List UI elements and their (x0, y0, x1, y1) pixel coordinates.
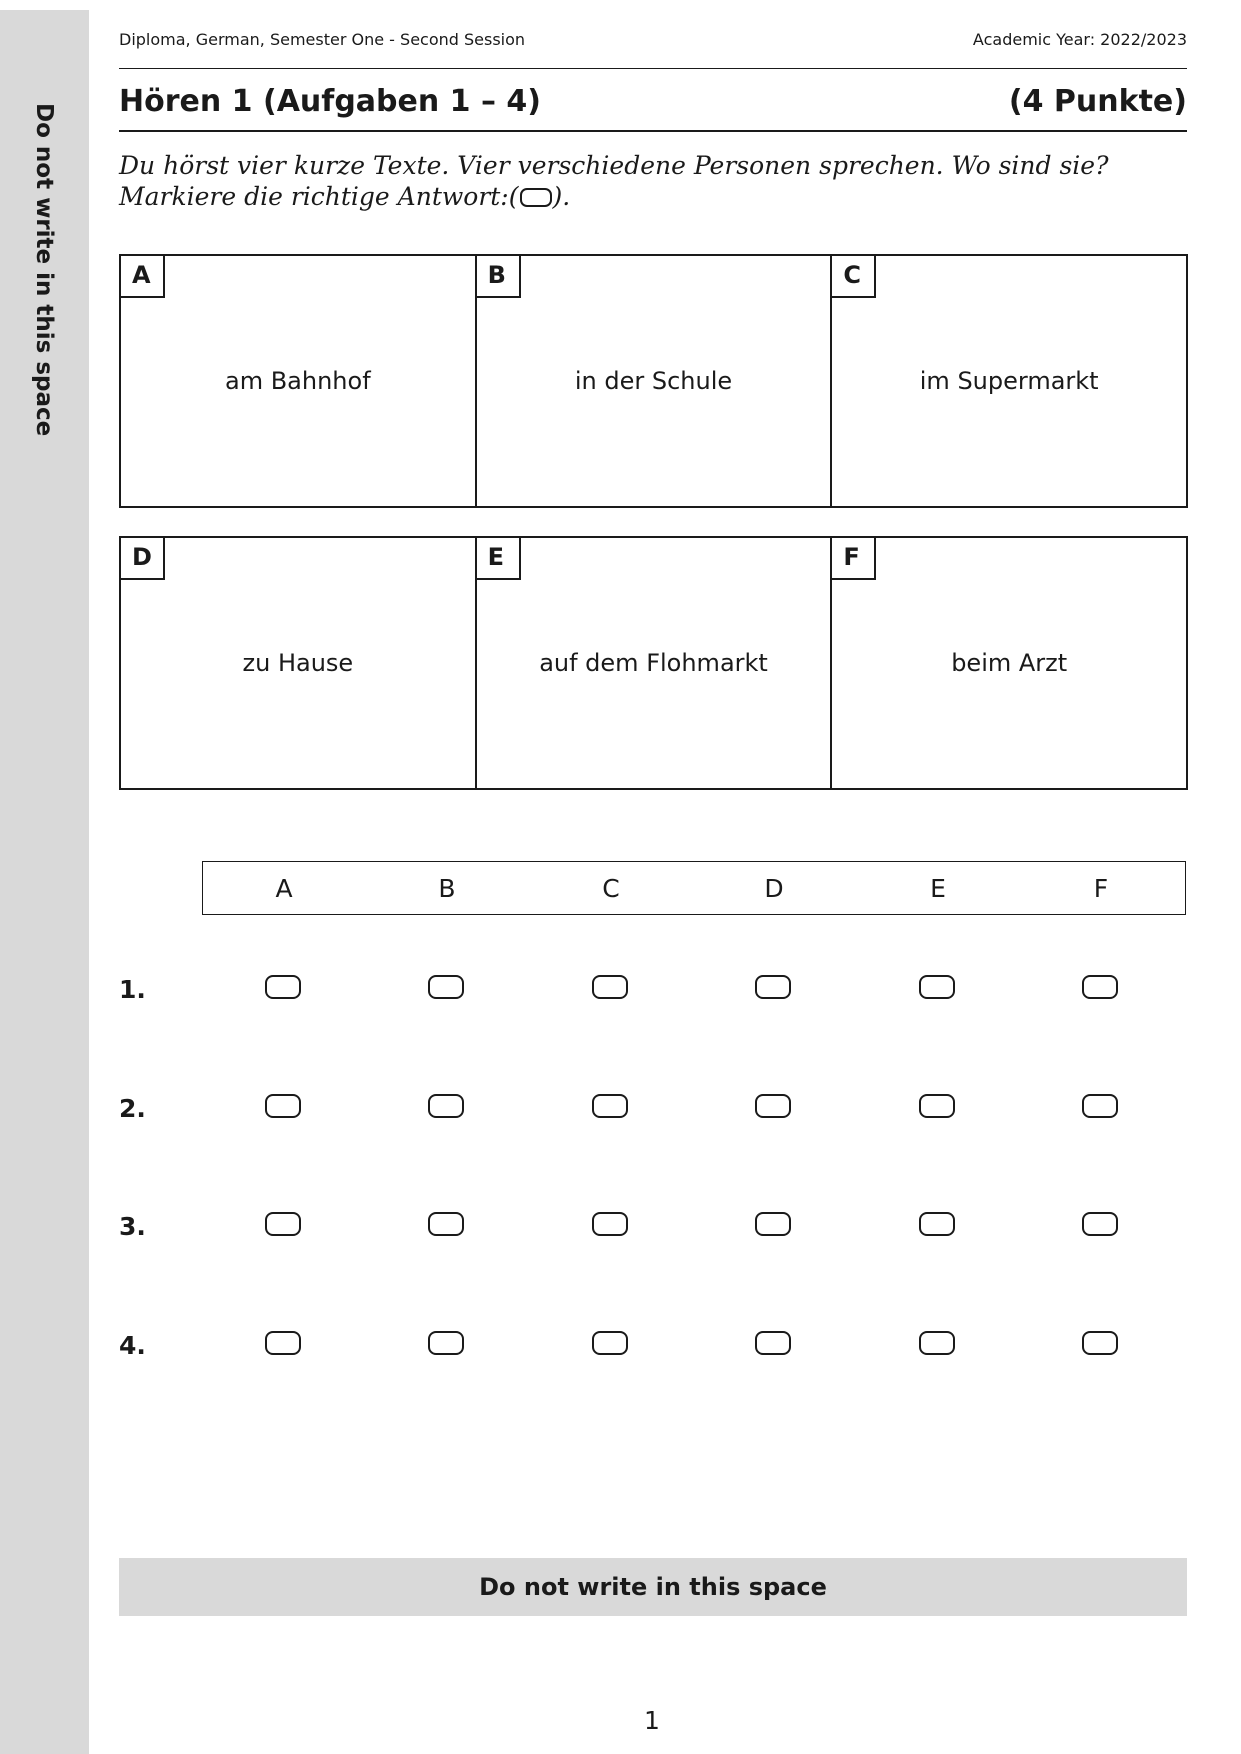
grid-column-f: F (1093, 874, 1109, 903)
instructions-line-2 (119, 181, 1179, 212)
option-box-c (830, 254, 1188, 508)
page-number: 1 (644, 1706, 660, 1735)
option-box-d (119, 536, 477, 790)
header-academic-year: Academic Year: 2022/2023 (972, 30, 1187, 49)
question-row-2 (119, 1088, 1187, 1128)
answer-bubble-1-d[interactable] (755, 975, 791, 999)
question-number: 1. (119, 975, 146, 1004)
answer-bubble-2-a[interactable] (265, 1094, 301, 1118)
footer-notice: Do not write in this space (479, 1573, 827, 1601)
question-row-1 (119, 969, 1187, 1009)
option-letter: E (475, 536, 521, 580)
answer-bubble-4-b[interactable] (428, 1331, 464, 1355)
answer-bubble-1-a[interactable] (265, 975, 301, 999)
option-letter: F (830, 536, 876, 580)
answer-bubble-1-e[interactable] (919, 975, 955, 999)
option-text: in der Schule (574, 367, 733, 395)
options-row-2 (119, 536, 1188, 790)
answer-bubble-4-f[interactable] (1082, 1331, 1118, 1355)
answer-bubble-2-c[interactable] (592, 1094, 628, 1118)
answer-bubble-3-f[interactable] (1082, 1212, 1118, 1236)
question-row-4 (119, 1325, 1187, 1365)
answer-bubble-3-b[interactable] (428, 1212, 464, 1236)
side-margin-label: Do not write in this space (31, 103, 57, 437)
answer-bubble-3-e[interactable] (919, 1212, 955, 1236)
instructions-line-2-suffix: ). (552, 182, 571, 211)
option-text: im Supermarkt (919, 367, 1099, 395)
answer-bubble-4-d[interactable] (755, 1331, 791, 1355)
option-letter: C (830, 254, 876, 298)
answer-bubble-2-e[interactable] (919, 1094, 955, 1118)
grid-column-b: B (438, 874, 456, 903)
answer-bubble-3-c[interactable] (592, 1212, 628, 1236)
question-number: 2. (119, 1094, 146, 1123)
option-text: auf dem Flohmarkt (539, 649, 768, 677)
instructions (119, 150, 1179, 212)
answer-bubble-1-b[interactable] (428, 975, 464, 999)
answer-bubble-2-b[interactable] (428, 1094, 464, 1118)
option-text: zu Hause (242, 649, 354, 677)
options-row-1 (119, 254, 1188, 508)
answer-bubble-3-d[interactable] (755, 1212, 791, 1236)
question-row-3 (119, 1206, 1187, 1246)
instructions-line-1: Du hörst vier kurze Texte. Vier verschiedene Personen sprechen. Wo sind sie? (119, 151, 1109, 180)
section-points: (4 Punkte) (1008, 84, 1187, 119)
option-letter: A (119, 254, 165, 298)
answer-bubble-2-d[interactable] (755, 1094, 791, 1118)
grid-column-d: D (764, 874, 784, 903)
answer-bubble-4-e[interactable] (919, 1331, 955, 1355)
answer-bubble-icon (520, 188, 552, 207)
header-course: Diploma, German, Semester One - Second Session (119, 30, 526, 49)
grid-column-c: C (602, 874, 620, 903)
option-box-f (830, 536, 1188, 790)
option-text: beim Arzt (951, 649, 1068, 677)
instructions-line-2-prefix: Markiere die richtige Antwort:( (119, 182, 519, 211)
option-box-e (475, 536, 833, 790)
answer-bubble-1-f[interactable] (1082, 975, 1118, 999)
side-margin-strip (0, 10, 89, 1754)
title-divider (119, 130, 1187, 132)
question-number: 4. (119, 1331, 146, 1360)
answer-bubble-4-c[interactable] (592, 1331, 628, 1355)
option-text: am Bahnhof (225, 367, 371, 395)
grid-column-e: E (930, 874, 946, 903)
section-title: Hören 1 (Aufgaben 1 – 4) (119, 84, 542, 119)
footer-notice-bar (119, 1558, 1187, 1616)
grid-column-a: A (275, 874, 293, 903)
header-divider (119, 68, 1187, 69)
answer-bubble-2-f[interactable] (1082, 1094, 1118, 1118)
question-number: 3. (119, 1212, 146, 1241)
option-box-a (119, 254, 477, 508)
answer-bubble-1-c[interactable] (592, 975, 628, 999)
option-letter: B (475, 254, 521, 298)
answer-bubble-3-a[interactable] (265, 1212, 301, 1236)
option-box-b (475, 254, 833, 508)
answer-grid-header (202, 861, 1186, 915)
answer-bubble-4-a[interactable] (265, 1331, 301, 1355)
option-letter: D (119, 536, 165, 580)
